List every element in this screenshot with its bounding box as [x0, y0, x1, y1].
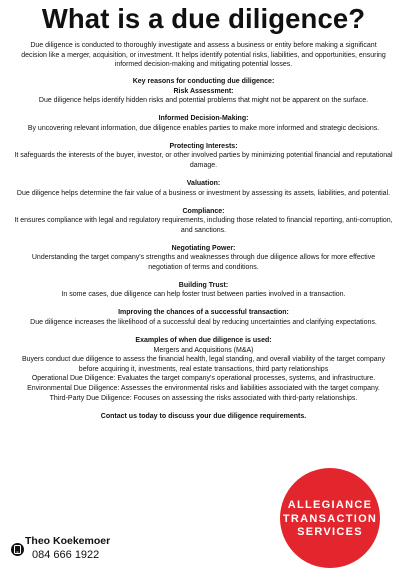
company-logo: [280, 468, 380, 568]
reason-heading: Informed Decision-Making:: [158, 115, 249, 123]
main-content: [14, 77, 393, 422]
reason-heading: Risk Assessment:: [173, 87, 234, 95]
reason-item: [14, 114, 393, 133]
reason-item: [14, 281, 393, 300]
reason-heading: Compliance:: [182, 207, 225, 215]
contact-block: [11, 535, 121, 567]
logo-line: ALLEGIANCE: [287, 499, 373, 511]
example-item: Buyers conduct due diligence to assess the financial health, legal standing, and overall viability of the target company before acquiring it, investments, real estate transactions, third party relationships: [21, 356, 386, 373]
call-to-action: Contact us today to discuss your due diligence requirements.: [100, 413, 307, 421]
reason-text: Understanding the target company's strengths and weaknesses through due diligence allows for more effective negotiation of terms and conditions.: [31, 254, 376, 271]
reason-text: It ensures compliance with legal and regulatory requirements, including those related to financial reporting, anti-corruption, and sanctions.: [14, 217, 393, 234]
examples-section: [14, 336, 393, 403]
page-title: What is a due diligence?: [41, 3, 366, 34]
reason-heading: Valuation:: [186, 179, 221, 187]
intro-paragraph: Due diligence is conducted to thoroughly investigate and assess a business or entity before making a significant decision like a merger, acquisition, or investment. It helps identify potential risks, liabilities, and opportunities, ensuring informed decision-making and mitigating potential losses.: [21, 42, 386, 69]
reason-text: Due diligence helps determine the fair value of a business or investment by assessing its assets, liabilities, and potential.: [16, 189, 391, 197]
example-item: Environmental Due Diligence: Assesses the environmental risks and liabilities associated with the target company.: [27, 384, 380, 392]
logo-line: SERVICES: [297, 526, 363, 538]
reason-heading: Improving the chances of a successful transaction:: [118, 309, 289, 317]
reason-item: [14, 179, 393, 198]
example-item: Third-Party Due Diligence: Focuses on assessing the risks associated with third-party relationships.: [49, 394, 358, 402]
example-item: Mergers and Acquisitions (M&A): [153, 346, 254, 354]
reason-item: [14, 207, 393, 236]
reason-text: By uncovering relevant information, due diligence enables parties to make more informed and strategic decisions.: [27, 124, 380, 132]
reason-heading: Building Trust:: [178, 281, 229, 289]
reason-heading: Negotiating Power:: [171, 244, 236, 252]
reason-text: Due diligence increases the likelihood of a successful deal by reducing uncertainties and clarifying expectations.: [30, 319, 377, 327]
reasons-heading: Key reasons for conducting due diligence:: [132, 78, 275, 85]
reason-text: Due diligence helps identify hidden risks and potential problems that might not be apparent on the surface.: [38, 97, 369, 105]
reason-text: It safeguards the interests of the buyer, investor, or other involved parties by minimizing potential financial and reputational damage.: [14, 152, 393, 169]
phone-icon: [11, 543, 24, 556]
contact-phone: 084 666 1922: [32, 549, 100, 561]
reason-text: In some cases, due diligence can help foster trust between parties involved in a transaction.: [61, 291, 346, 299]
logo-line: TRANSACTION: [282, 512, 378, 525]
contact-name: Theo Koekemoer: [25, 535, 111, 547]
examples-heading: Examples of when due diligence is used:: [135, 337, 272, 344]
reason-item: [14, 308, 393, 327]
reason-item: [14, 87, 393, 106]
reason-item: [14, 142, 393, 171]
reason-item: [14, 244, 393, 273]
example-item: Operational Due Diligence: Evaluates the target company's operational processes, systems, and infrastructure.: [31, 375, 376, 383]
reason-heading: Protecting Interests:: [169, 142, 238, 150]
